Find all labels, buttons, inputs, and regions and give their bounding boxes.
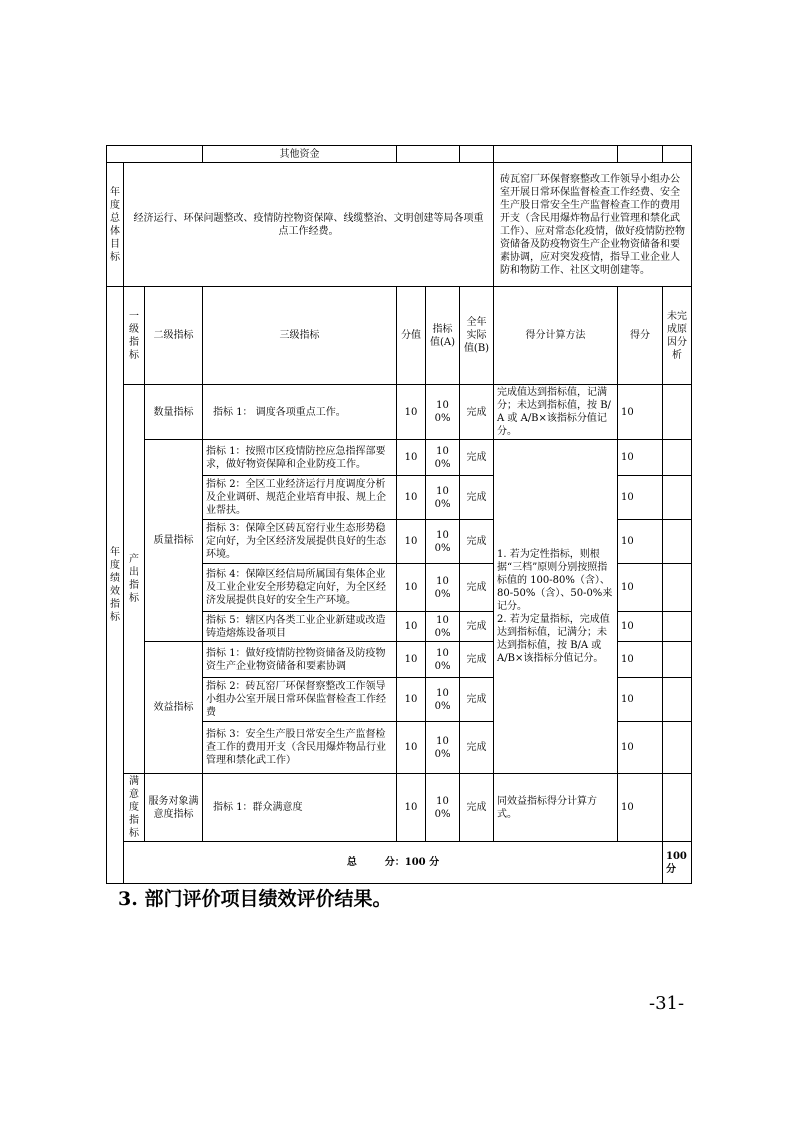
actual-value: 完成 xyxy=(460,520,494,564)
table-row xyxy=(107,774,692,842)
points-value: 10 xyxy=(618,564,663,612)
target-value: 100% xyxy=(426,385,460,440)
points-value: 10 xyxy=(618,642,663,678)
indicator-text: 指标 1：按照市区疫情防控应急指挥部要求，做好物资保障和企业防疫工作。 xyxy=(203,440,397,476)
header-points: 得分 xyxy=(618,287,663,385)
target-value: 100% xyxy=(426,642,460,678)
points-value: 10 xyxy=(618,476,663,520)
total-row xyxy=(107,842,692,884)
header-target: 指标值(A) xyxy=(426,287,460,385)
points-value: 10 xyxy=(618,385,663,440)
annual-goal-right-text: 砖瓦窑厂环保督察整改工作领导小组办公室开展日常环保监督检查工作经费、安全生产股日常安全生产监督检查工作的费用开支（含民用爆炸物品行业管理和禁化武工作）、应对常态化疫情，做好疫情防控物资储备及防疫物资生产企业物资储备和要素协调，应对突发疫情，指导工业企业人防和物防工作、社区文明创建等。 xyxy=(494,163,692,287)
score-value: 10 xyxy=(397,385,426,440)
other-funds-row xyxy=(107,146,692,163)
reason-cell xyxy=(663,722,692,774)
points-value: 10 xyxy=(618,520,663,564)
annual-goal-label: 年度总体目标 xyxy=(107,163,124,287)
category-label: 数量指标 xyxy=(145,385,203,440)
page-number: -31- xyxy=(649,993,685,1014)
target-value: 100% xyxy=(426,476,460,520)
header-method: 得分计算方法 xyxy=(494,287,618,385)
score-value: 10 xyxy=(397,564,426,612)
actual-value: 完成 xyxy=(460,774,494,842)
shared-method-text: 1. 若为定性指标，则根据“三档”原则分别按照指标值的 100-80%（含）、80-50%（含）、50-0%来记分。 2. 若为定量指标，完成值达到指标值，记满分；未达到指标值，按 B/A 或 A/B×该指标分值记分。 xyxy=(494,440,618,774)
points-value: 10 xyxy=(618,722,663,774)
actual-value: 完成 xyxy=(460,678,494,722)
header-score: 分值 xyxy=(397,287,426,385)
score-value: 10 xyxy=(397,440,426,476)
table-row xyxy=(107,440,692,476)
reason-cell xyxy=(663,612,692,642)
indicator-text: 指标 1：群众满意度 xyxy=(203,774,397,842)
points-value: 10 xyxy=(618,440,663,476)
score-value: 10 xyxy=(397,642,426,678)
category-label: 质量指标 xyxy=(145,440,203,642)
total-label: 总 分：100 分 xyxy=(124,842,663,884)
score-value: 10 xyxy=(397,476,426,520)
actual-value: 完成 xyxy=(460,440,494,476)
actual-value: 完成 xyxy=(460,722,494,774)
header-level1: 一级指标 xyxy=(124,287,145,385)
actual-value: 完成 xyxy=(460,385,494,440)
header-actual: 全年实际值(B) xyxy=(460,287,494,385)
indicator-text: 指标 1：做好疫情防控物资储备及防疫物资生产企业物资储备和要素协调 xyxy=(203,642,397,678)
reason-cell xyxy=(663,440,692,476)
category-label: 服务对象满意度指标 xyxy=(145,774,203,842)
target-value: 100% xyxy=(426,520,460,564)
indicator-text: 指标 3：保障全区砖瓦窑行业生态形势稳定向好，为全区经济发展提供良好的生态环境。 xyxy=(203,520,397,564)
target-value: 100% xyxy=(426,722,460,774)
output-indicators-label: 产出指标 xyxy=(124,385,145,774)
target-value: 100% xyxy=(426,678,460,722)
score-value: 10 xyxy=(397,612,426,642)
annual-goal-left-text: 经济运行、环保问题整改、疫情防控物资保障、线缆整治、文明创建等局各项重点工作经费。 xyxy=(124,163,494,287)
header-reason: 未完成原因分析 xyxy=(663,287,692,385)
indicator-text: 指标 4：保障区经信局所属国有集体企业及工业企业安全形势稳定向好，为全区经济发展提供良好的安全生产环境。 xyxy=(203,564,397,612)
score-value: 10 xyxy=(397,722,426,774)
points-value: 10 xyxy=(618,612,663,642)
target-value: 100% xyxy=(426,612,460,642)
reason-cell xyxy=(663,520,692,564)
header-level2: 二级指标 xyxy=(145,287,203,385)
indicator-text: 指标 2：砖瓦窑厂环保督察整改工作领导小组办公室开展日常环保监督检查工作经费 xyxy=(203,678,397,722)
actual-value: 完成 xyxy=(460,642,494,678)
category-label: 效益指标 xyxy=(145,642,203,774)
annual-goal-row xyxy=(107,163,692,287)
total-points: 100 分 xyxy=(663,842,692,884)
score-value: 10 xyxy=(397,774,426,842)
reason-cell xyxy=(663,642,692,678)
satisfaction-indicators-label: 满意度指标 xyxy=(124,774,145,842)
indicator-text: 指标 3：安全生产股日常安全生产监督检查工作的费用开支（含民用爆炸物品行业管理和禁化武工作） xyxy=(203,722,397,774)
perf-indicators-label: 年度绩效指标 xyxy=(107,287,124,884)
actual-value: 完成 xyxy=(460,476,494,520)
reason-cell xyxy=(663,678,692,722)
score-value: 10 xyxy=(397,678,426,722)
target-value: 100% xyxy=(426,440,460,476)
reason-cell xyxy=(663,774,692,842)
points-value: 10 xyxy=(618,774,663,842)
indicator-text: 指标 2：全区工业经济运行月度调度分析及企业调研、规范企业培育申报、规上企业帮扶。 xyxy=(203,476,397,520)
target-value: 100% xyxy=(426,564,460,612)
points-value: 10 xyxy=(618,678,663,722)
method-text: 同效益指标得分计算方式。 xyxy=(494,774,618,842)
actual-value: 完成 xyxy=(460,612,494,642)
target-value: 100% xyxy=(426,774,460,842)
indicator-text: 指标 5：辖区内各类工业企业新建或改造铸造熔炼设备项目 xyxy=(203,612,397,642)
header-level3: 三级指标 xyxy=(203,287,397,385)
score-value: 10 xyxy=(397,520,426,564)
section-heading: 3. 部门评价项目绩效评价结果。 xyxy=(118,888,392,910)
header-row xyxy=(107,287,692,385)
method-text: 完成值达到指标值，记满分；未达到指标值，按 B/A 或 A/B×该指标分值记分。 xyxy=(494,385,618,440)
performance-table xyxy=(106,145,692,884)
table-row xyxy=(107,385,692,440)
reason-cell xyxy=(663,476,692,520)
actual-value: 完成 xyxy=(460,564,494,612)
other-funds-label: 其他资金 xyxy=(203,146,397,163)
reason-cell xyxy=(663,385,692,440)
indicator-text: 指标 1： 调度各项重点工作。 xyxy=(203,385,397,440)
reason-cell xyxy=(663,564,692,612)
